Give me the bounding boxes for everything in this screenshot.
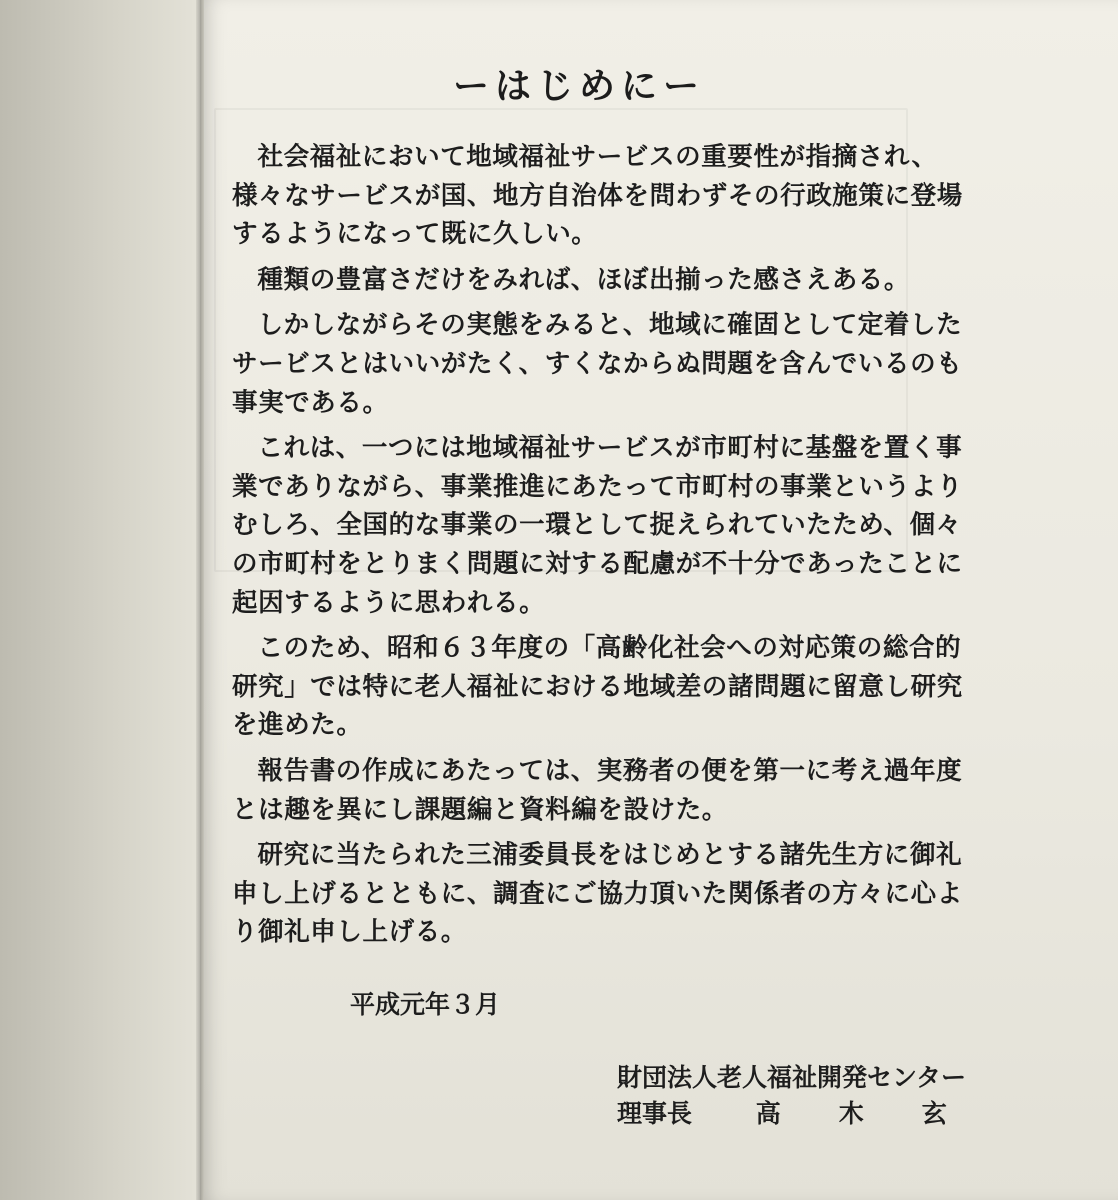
paragraph: このため、昭和６３年度の「高齢化社会への対応策の総合的研究」では特に老人福祉における地域差の諸問題に留意し研究を進めた。	[232, 633, 963, 741]
signer-name: 高木玄	[755, 1099, 1005, 1128]
paragraph: これは、一つには地域福祉サービスが市町村に基盤を置く事業でありながら、事業推進にあたって市町村の事業というよりむしろ、全国的な事業の一環として捉えられていたため、個々の市町村をとりまく問題に対する配慮が不十分であったことに起因するように思われる。	[232, 433, 963, 618]
organization-name: 財団法人老人福祉開発センター	[617, 1063, 967, 1092]
paragraph: 報告書の作成にあたっては、実務者の便を第一に考え過年度とは趣を異にし課題編と資料編を設けた。	[232, 755, 963, 825]
page-fold	[196, 0, 204, 1200]
page-title: ーはじめにー	[452, 65, 705, 107]
foreword-body	[232, 138, 972, 959]
date-line: 平成元年３月	[350, 990, 501, 1019]
paragraph: 研究に当たられた三浦委員長をはじめとする諸先生方に御礼申し上げるとともに、調査にご協力頂いた関係者の方々に心より御礼申し上げる。	[232, 840, 963, 948]
paragraph: しかしながらその実態をみると、地域に確固として定着したサービスとはいいがたく、すくなからぬ問題を含んでいるのも事実である。	[232, 310, 963, 418]
book-gutter	[0, 0, 200, 1200]
paragraph: 社会福祉において地域福祉サービスの重要性が指摘され、様々なサービスが国、地方自治体を問わずその行政施策に登場するようになって既に久しい。	[232, 142, 963, 250]
signature-line	[617, 1094, 1005, 1130]
signer-role: 理事長	[617, 1099, 693, 1128]
paragraph: 種類の豊富さだけをみれば、ほぼ出揃った感さえある。	[257, 264, 911, 295]
